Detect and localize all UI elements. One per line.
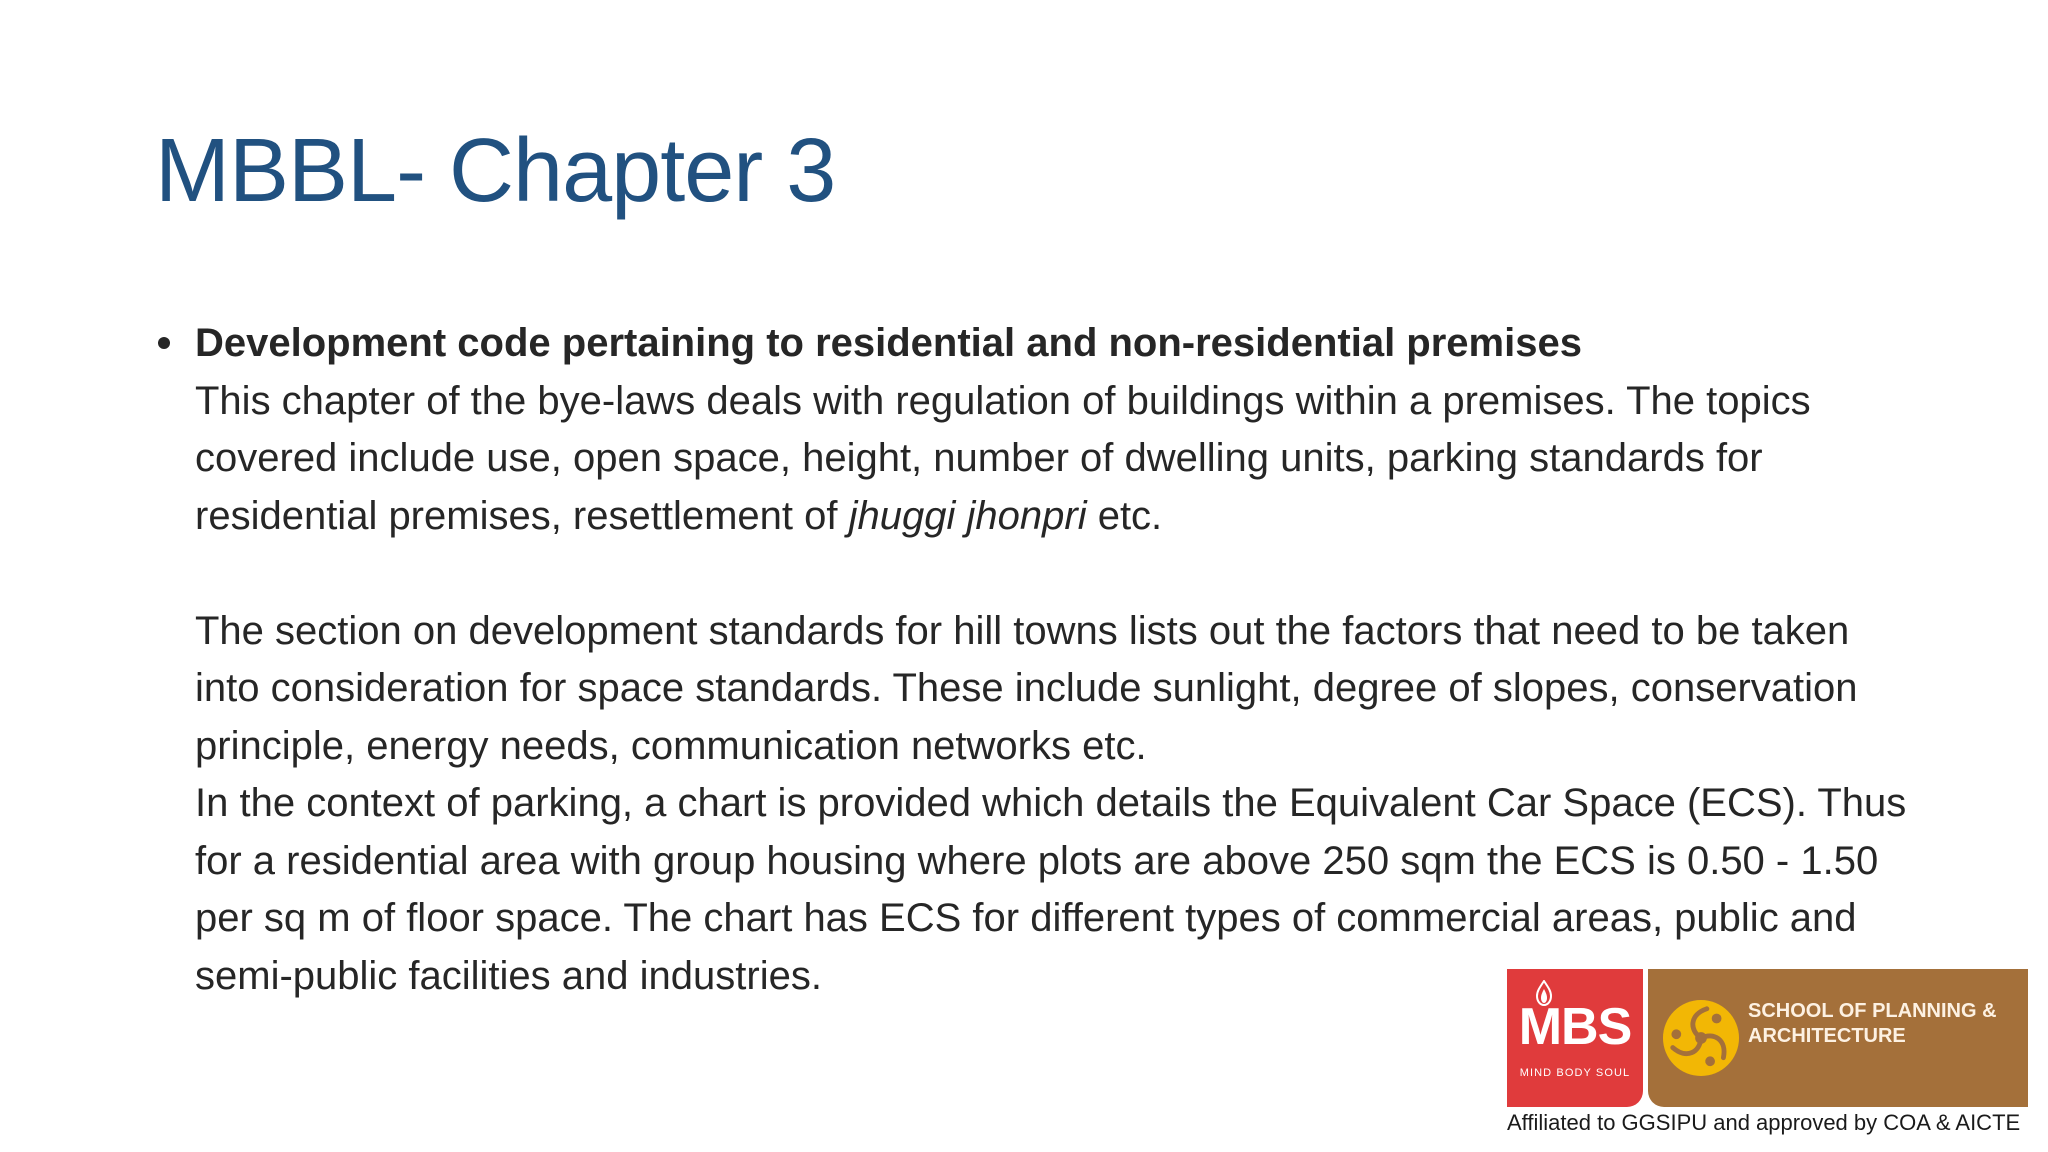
paragraph-2-line: into consideration for space standards. These include sunlight, degree of slopes, conservation [195, 666, 1858, 710]
paragraph-1-text: residential premises, resettlement of [195, 493, 849, 538]
paragraph-1-line [195, 488, 1906, 546]
mbs-logo [1507, 969, 1643, 1107]
spa-name-line-1: SCHOOL OF PLANNING & [1748, 1000, 1997, 1022]
paragraph-3-line: In the context of parking, a chart is provided which details the Equivalent Car Space (ECS). Thus [195, 781, 1907, 825]
paragraph-1-text: etc. [1086, 493, 1163, 538]
affiliation-caption: Affiliated to GGSIPU and approved by COA & AICTE [1507, 1110, 2021, 1135]
paragraph-2-line: principle, energy needs, communication networks etc. [195, 723, 1147, 768]
spa-logo [1648, 969, 2028, 1107]
paragraph-1-line: This chapter of the bye-laws deals with regulation of buildings within a premises. The topics [195, 378, 1811, 423]
bullet-heading: Development code pertaining to residential and non-residential premises [195, 321, 1582, 365]
spa-logo-name [1748, 999, 1997, 1049]
spa-name-line-2: ARCHITECTURE [1748, 1025, 1906, 1047]
mbs-logo-letters: MBS [1518, 998, 1632, 1056]
spa-emblem-icon [1662, 999, 1740, 1077]
bullet-marker [158, 337, 170, 349]
paragraph-3-line: semi-public facilities and industries. [195, 953, 822, 998]
mbs-logo-tagline: MIND BODY SOUL [1519, 1067, 1631, 1079]
paragraph-3-line: for a residential area with group housing where plots are above 250 sqm the ECS is 0.50 - 1.50 [195, 838, 1879, 883]
slide-title: MBBL- Chapter 3 [155, 121, 836, 221]
paragraph-1-line: covered include use, open space, height, number of dwelling units, parking standards for [195, 436, 1763, 480]
blank-line [195, 545, 1906, 603]
paragraph-2-line: The section on development standards for hill towns lists out the factors that need to be taken [195, 608, 1850, 653]
paragraph-1-italic-term: jhuggi jhonpri [848, 493, 1087, 538]
slide-body [195, 315, 1906, 1005]
paragraph-3-line: per sq m of floor space. The chart has ECS for different types of commercial areas, public and [195, 896, 1857, 940]
